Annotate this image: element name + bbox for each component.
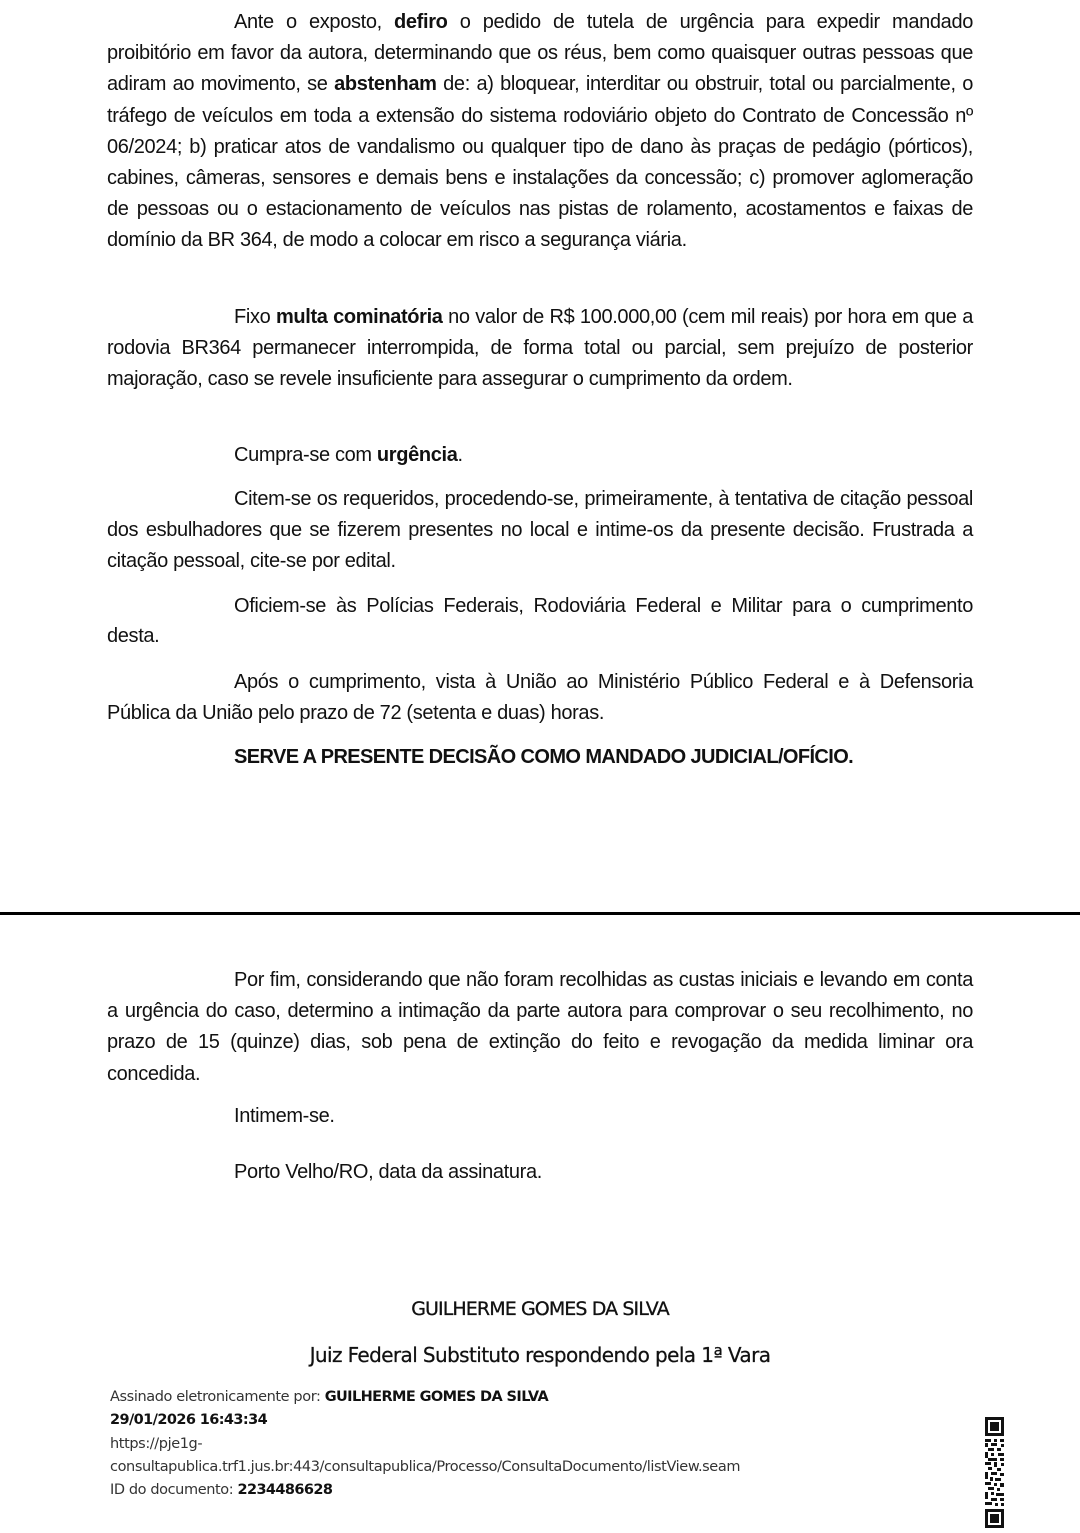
paragraph-local-data: Porto Velho/RO, data da assinatura.	[234, 1161, 542, 1183]
paragraph-cumpra-se	[234, 440, 463, 471]
signature-title: Juiz Federal Substituto respondendo pela 1ª Vara	[309, 1343, 771, 1367]
qr-code-icon	[984, 1416, 1005, 1529]
text: .	[457, 444, 463, 466]
text: Por fim, considerando que não foram recolhidas as custas iniciais e levando em conta a urgência do caso, determino a intimação da parte autora para comprovar o seu recolhimento, no prazo de 15 (quinze) dias, sob pena de extinção do feito e revogação da medida liminar ora concedida.	[107, 969, 973, 1085]
text: no valor de R$ 100.000,00 (cem mil reais) por hora em que a rodovia BR364 permanecer interrompida, de forma total ou parcial, sem prejuízo de posterior majoração, caso se revele insuficiente para assegurar o cumprimento da ordem.	[107, 306, 973, 391]
bold-abstenham: abstenham	[334, 73, 437, 96]
signed-datetime: 29/01/2026 16:43:34	[110, 1412, 268, 1429]
signed-label: Assinado eletronicamente por:	[110, 1389, 325, 1405]
signed-datetime-line	[110, 1409, 740, 1432]
paragraph-apos	[107, 667, 973, 729]
signed-by-line	[110, 1386, 740, 1409]
text: Ante o exposto,	[234, 11, 395, 33]
paragraph-citem-se	[107, 484, 973, 578]
signature-name: GUILHERME GOMES DA SILVA	[411, 1298, 669, 1320]
text: Oficiem-se às Polícias Federais, Rodoviária Federal e Militar para o cumprimento desta.	[107, 595, 973, 647]
paragraph-tutela	[107, 7, 973, 257]
url-line-1[interactable]: https://pje1g-	[110, 1435, 203, 1452]
text: Citem-se os requeridos, procedendo-se, primeiramente, à tentativa de citação pessoal dos esbulhadores que se fizerem presentes no local e intime-os da presente decisão. Frustrada a citação pessoal, cite-se por edital.	[107, 488, 973, 573]
document-id-line	[110, 1479, 740, 1502]
electronic-signature-footer	[110, 1386, 740, 1502]
page-divider	[0, 912, 1080, 915]
bold-defiro: defiro	[394, 11, 448, 33]
bold-urgencia: urgência	[376, 444, 458, 466]
document-id-label: ID do documento:	[110, 1482, 238, 1499]
paragraph-oficiem-se	[107, 592, 973, 651]
signed-by-name: GUILHERME GOMES DA SILVA	[324, 1389, 549, 1405]
paragraph-serve-mandado: SERVE A PRESENTE DECISÃO COMO MANDADO JUDICIAL/OFÍCIO.	[234, 746, 854, 768]
paragraph-multa	[107, 302, 973, 396]
document-id-value: 2234486628	[237, 1482, 333, 1499]
bold-multa: multa cominatória	[275, 306, 443, 328]
paragraph-custas	[107, 965, 973, 1090]
text: o pedido de tutela de urgência para expedir mandado proibitório em favor da autora, determinando que os réus, bem como quaisquer outras pessoas que adiram ao movimento, se	[107, 11, 973, 96]
text: Fixo	[234, 306, 276, 328]
text: Após o cumprimento, vista à União ao Ministério Público Federal e à Defensoria Pública da União pelo prazo de 72 (setenta e duas) horas.	[107, 671, 973, 725]
text: Cumpra-se com	[234, 444, 377, 466]
text: de: a) bloquear, interditar ou obstruir, total ou parcialmente, o tráfego de veículos em toda a extensão do sistema rodoviário objeto do Contrato de Concessão nº 06/2024; b) praticar atos de vandalismo ou qualquer tipo de dano às praças de pedágio (pórticos), cabines, câmeras, sensores e demais bens e instalações da concessão; c) promover aglomeração de pessoas ou o estacionamento de veículos nas pistas de rolamento, acostamentos e faixas de domínio da BR 364, de modo a colocar em risco a segurança viária.	[107, 73, 974, 252]
paragraph-intimem-se: Intimem-se.	[234, 1105, 335, 1127]
url-line-2[interactable]: consultapublica.trf1.jus.br:443/consultapublica/Processo/ConsultaDocumento/listView.seam	[110, 1458, 741, 1475]
